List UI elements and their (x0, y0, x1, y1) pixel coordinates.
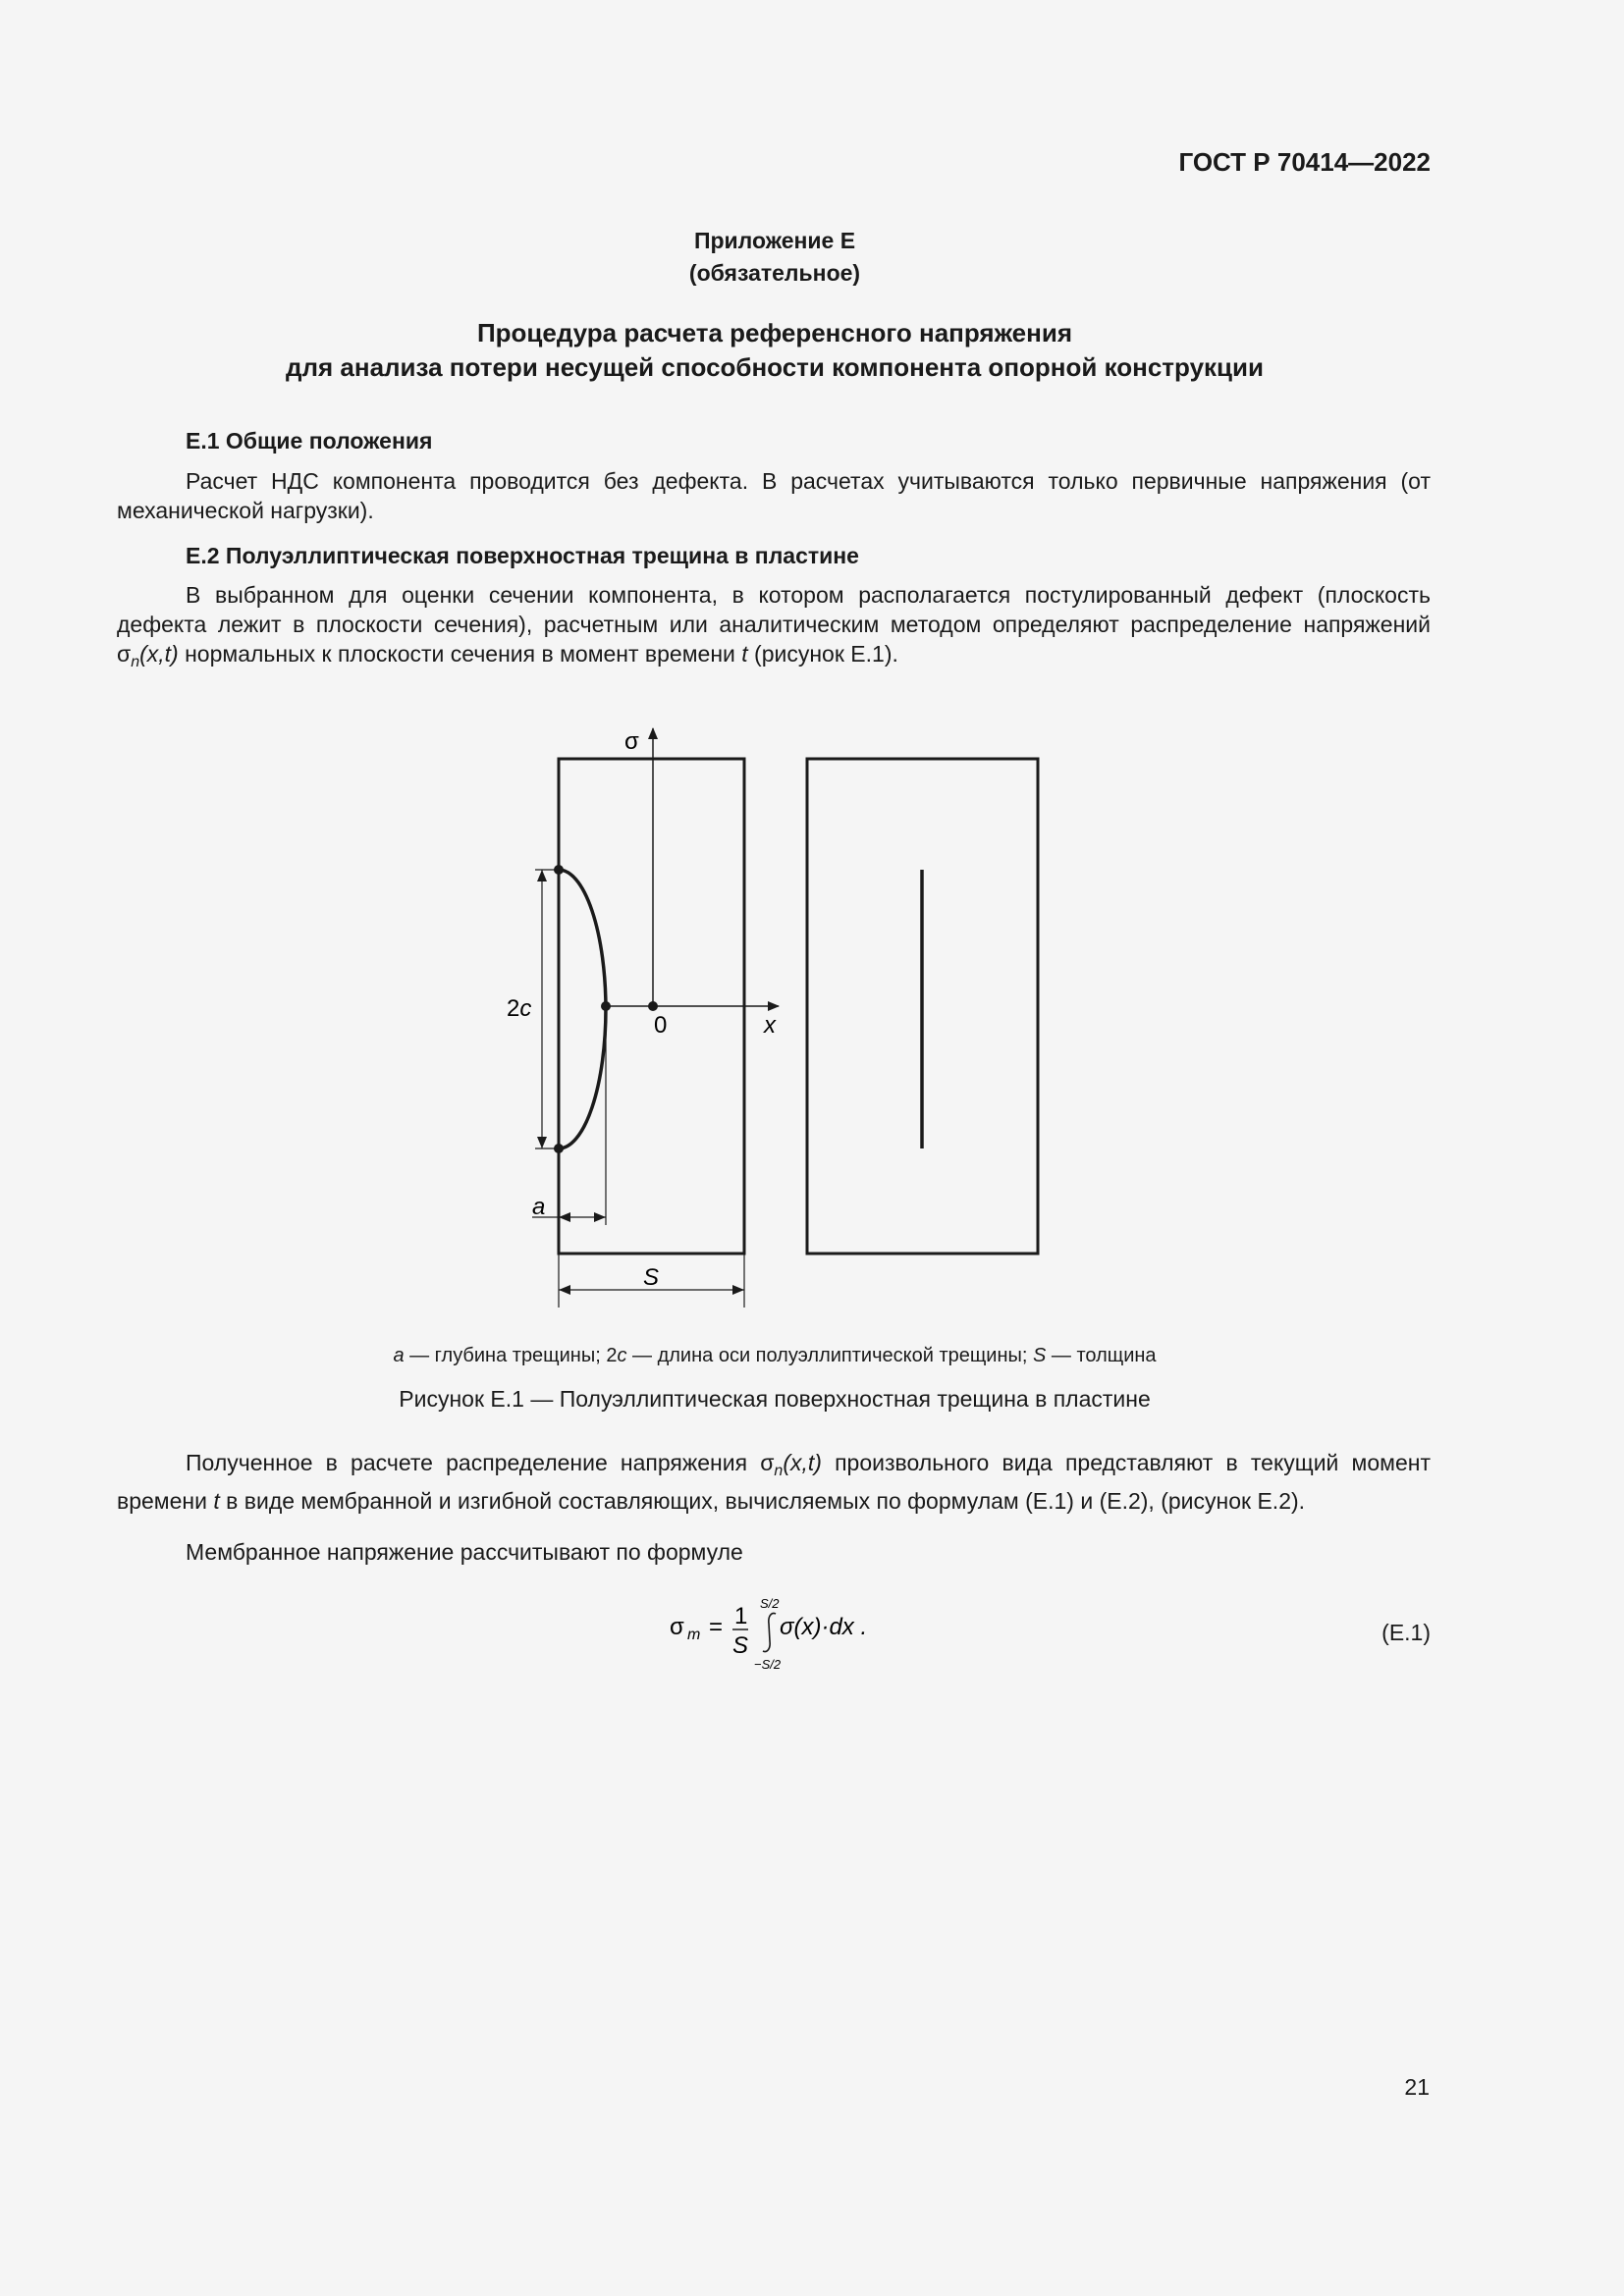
legend-a-sym: a (393, 1345, 405, 1366)
origin-point (648, 1001, 658, 1011)
standard-code: ГОСТ Р 70414—2022 (1178, 147, 1431, 177)
dim-a-arrow-left (559, 1212, 570, 1222)
crack-ellipse (559, 870, 606, 1148)
p1-t: t (213, 1488, 220, 1514)
eq-frac-den: S (732, 1632, 749, 1659)
p1-text-4: в виде мембранной и изгибной составляющих, вычисляемых по формулам (Е.1) и (Е.2), (рисунок Е.2). (219, 1488, 1306, 1514)
document-title-line2: для анализа потери несущей способности компонента опорной конструкции (286, 352, 1264, 382)
section-e1-heading: Е.1 Общие положения (186, 428, 433, 454)
dim-2c-arrow-top (537, 870, 547, 881)
eq-lhs-sub: m (687, 1627, 701, 1643)
equation-e1 (648, 1590, 903, 1679)
legend-c-text: — длина оси полуэллиптической трещины; (626, 1345, 1034, 1366)
eq-equals: = (709, 1614, 724, 1640)
label-2c (507, 995, 531, 1022)
label-2c-c: c (519, 995, 532, 1022)
e2-text-4: (рисунок Е.1). (747, 641, 898, 667)
label-sigma: σ (624, 728, 639, 755)
body-paragraph-1 (117, 1448, 1431, 1516)
label-2c-text: 2 (507, 995, 520, 1022)
eq-lhs: σ (670, 1614, 684, 1640)
eq-frac-num: 1 (734, 1603, 748, 1629)
legend-s-text: — толщина (1046, 1345, 1157, 1366)
label-s: S (643, 1264, 660, 1291)
appendix-title: Приложение Е (693, 228, 856, 253)
figure-caption: Рисунок Е.1 — Полуэллиптическая поверхностная трещина в пластине (399, 1386, 1151, 1412)
appendix-status: (обязательное) (688, 260, 861, 286)
eq-lower-limit: −S/2 (754, 1657, 782, 1672)
section-e1-paragraph: Расчет НДС компонента проводится без дефекта. В расчетах учитываются только первичные напряжения (от механической нагрузки). (117, 468, 1431, 523)
dim-s-arrow-right (732, 1285, 744, 1295)
document-title-line1: Процедура расчета референсного напряжения (476, 318, 1073, 347)
e2-args: (x,t) (139, 641, 179, 667)
label-x: x (764, 1012, 776, 1039)
eq-integrand: σ(x)·dx . (780, 1614, 868, 1640)
label-a: a (532, 1194, 546, 1220)
p1-text-3: произвольного вида представляют в текущий момент времени (117, 1450, 1432, 1514)
dim-a-arrow-right (594, 1212, 606, 1222)
e2-text-1: В выбранном для оценки сечении компонента, в котором располагается постулированный дефект (плоскость дефекта лежит в плоскости сечения), расчетным или аналитическим методом определяют распределение напряжений σ (117, 582, 1431, 667)
legend-c-pre: 2 (606, 1345, 618, 1366)
p1-sub-n: n (774, 1463, 784, 1479)
equation-number: (Е.1) (1381, 1620, 1431, 1645)
p1-args: (x,t) (783, 1450, 822, 1475)
figure-legend (0, 1345, 1549, 1367)
crack-tip-point (601, 1001, 611, 1011)
dim-s-arrow-left (559, 1285, 570, 1295)
eq-upper-limit: S/2 (760, 1596, 780, 1611)
section-e2-heading: Е.2 Полуэллиптическая поверхностная трещина в пластине (186, 543, 859, 568)
page-number: 21 (1404, 2074, 1430, 2100)
label-zero: 0 (654, 1012, 668, 1039)
body-paragraph-2: Мембранное напряжение рассчитывают по формуле (186, 1539, 743, 1565)
legend-c-sym: c (617, 1345, 627, 1366)
dim-2c-arrow-bottom (537, 1137, 547, 1148)
e2-text-3: нормальных к плоскости сечения в момент времени (178, 641, 742, 667)
legend-a-text: — глубина трещины; (404, 1345, 607, 1366)
integral-sign-icon (763, 1613, 776, 1651)
e2-t: t (741, 641, 748, 667)
e2-sub-n: n (131, 654, 140, 670)
legend-s-sym: S (1033, 1345, 1047, 1366)
p1-text-1: Полученное в расчете распределение напряжения σ (186, 1450, 775, 1475)
